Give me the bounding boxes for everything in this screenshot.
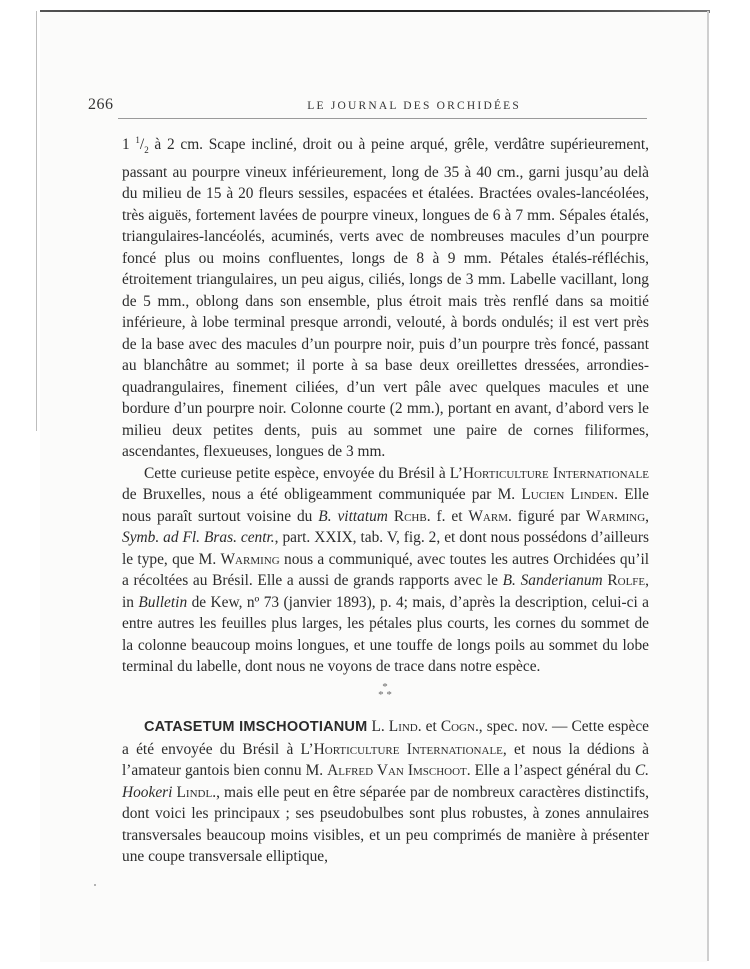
main-text xyxy=(122,130,649,678)
fraction-denominator: 2 xyxy=(144,145,149,156)
running-head xyxy=(88,96,645,114)
text-run: figuré par xyxy=(511,507,586,525)
person-name: Warming xyxy=(220,550,280,568)
text-run: Cette curieuse petite espèce, envoyée du Brésil à xyxy=(144,464,450,482)
text-run: 1 xyxy=(122,136,136,154)
paragraph-catasetum xyxy=(122,716,649,868)
text-run: de Kew, nº 73 (janvier 1893), p. 4; mais, d’après la description, celui-ci a entre autres les feuilles plus larges, les pétales plus courts, les cornes du sommet de la colonne beaucoup moins longues, et une touffe de longs poils au sommet du lobe terminal du labelle, dont nous ne voyons de trace dans notre espèce. xyxy=(122,593,649,676)
work-title: Symb. ad Fl. Bras. centr. xyxy=(122,529,275,547)
species-heading: CATASETUM IMSCHOOTIANUM xyxy=(144,719,368,735)
author-abbrev: Cogn. xyxy=(440,718,479,735)
text-run: , xyxy=(645,507,649,525)
species-citation: B. vittatum xyxy=(318,507,388,525)
text-run: à 2 cm. Scape incliné, droit ou à peine arqué, grêle, verdâtre supérieurement, passant au pourpre vineux inférieurement, long de 35 à 40 cm., garni jusqu’au delà du milieu de 15 à 20 fleurs sessiles, espacées et étalées. Bractées ovales-lancéolées, très aiguës, fortement lavées de pourpre vineux, longues de 6 à 7 mm. Sépales étalés, triangulaires-lancéolés, acuminés, verts avec de nombreuses macules d’un pourpre foncé plus ou moins confluentes, longs de 8 à 9 mm. Pétales étalés-réfléchis, étroitement triangulaires, un peu aigus, ciliés, longs de 3 mm. Labelle vacillant, long de 5 mm., oblong dans son ensemble, plus étroit mais très renflé dans sa moitié inférieure, à lobe terminal presque arrondi, velouté, à bords ondulés; il est vert près de la base avec des macules d’un pourpre noir, puis d’un pourpre très foncé, passant au blanchâtre au sommet; il porte à sa base deux oreillettes dressées, arrondies-quadrangulaires, finement ciliées, d’un vert pâle avec quelques macules et une bordure d’un pourpre noir. Colonne courte (2 mm.), portant en avant, d’abord vers le milieu deux petites dents, puis au sommet une paire de cornes filiformes, ascendantes, flexueuses, longues de 3 mm. xyxy=(122,136,649,461)
scan-edge-right xyxy=(707,11,709,961)
species-citation: B. Sanderianum xyxy=(502,572,603,590)
text-run: , in xyxy=(122,572,649,611)
author-abbrev: Rchb. xyxy=(393,507,431,525)
text-run: et xyxy=(421,718,441,735)
species-citation: C. Hookeri xyxy=(122,762,649,801)
new-species-section xyxy=(122,716,649,868)
person-name: Lucien Linden xyxy=(521,486,615,504)
scan-edge-left xyxy=(36,11,37,431)
author-abbrev: Rolfe xyxy=(607,572,646,590)
asterism-ornament: * * * xyxy=(378,681,392,701)
author-abbrev: Lindl. xyxy=(176,783,217,801)
journal-title: LE JOURNAL DES ORCHIDÉES xyxy=(307,100,521,112)
header-rule xyxy=(118,118,647,119)
text-run: , et nous la dédions à l’amateur gantois bien connu M. xyxy=(122,740,649,779)
paragraph-description xyxy=(122,130,649,463)
author-abbrev: L. Lind. xyxy=(371,718,422,735)
institution-name: L’Horticulture Internationale xyxy=(300,740,503,758)
paragraph-discussion xyxy=(122,463,649,678)
author-abbrev: Warm. xyxy=(468,507,512,525)
text-run: , mais elle peut en être séparée par de nombreux caractères distinctifs, dont voici les principaux ; ses pseudobulbes sont plus robustes, à zones annulaires transversales beaucoup moins visibles, et un peu comprimés de manière à présenter une coupe transversale elliptique, xyxy=(122,783,649,865)
scan-speck xyxy=(94,884,96,886)
fraction-slash: / xyxy=(139,136,145,154)
work-title: Bulletin xyxy=(138,593,188,611)
text-run: . Elle a l’aspect général du xyxy=(466,762,635,779)
institution-name: L’Horticulture Internationale xyxy=(449,464,649,482)
person-name: Warming xyxy=(586,507,646,525)
text-run: , part. XXIX, tab. V, fig. 2, et dont nous possédons d’ailleurs le type, que M. xyxy=(122,529,649,568)
text-run: nous a communiqué, avec toutes les autres Orchidées qu’il a récoltées au Brésil. Elle a aussi de grands rapports avec le xyxy=(122,550,649,590)
text-run: , spec. nov. — Cette espèce a été envoyée du Brésil à xyxy=(122,718,649,758)
person-name: Alfred Van Imschoot xyxy=(327,762,467,779)
page-number: 266 xyxy=(88,96,114,113)
text-run: de Bruxelles, nous a été obligeamment communiquée par M. xyxy=(122,486,522,504)
text-run: f. et xyxy=(430,507,469,525)
text-run: . Elle nous paraît surtout voisine du xyxy=(122,486,649,525)
fraction-numerator: 1 xyxy=(135,135,140,145)
